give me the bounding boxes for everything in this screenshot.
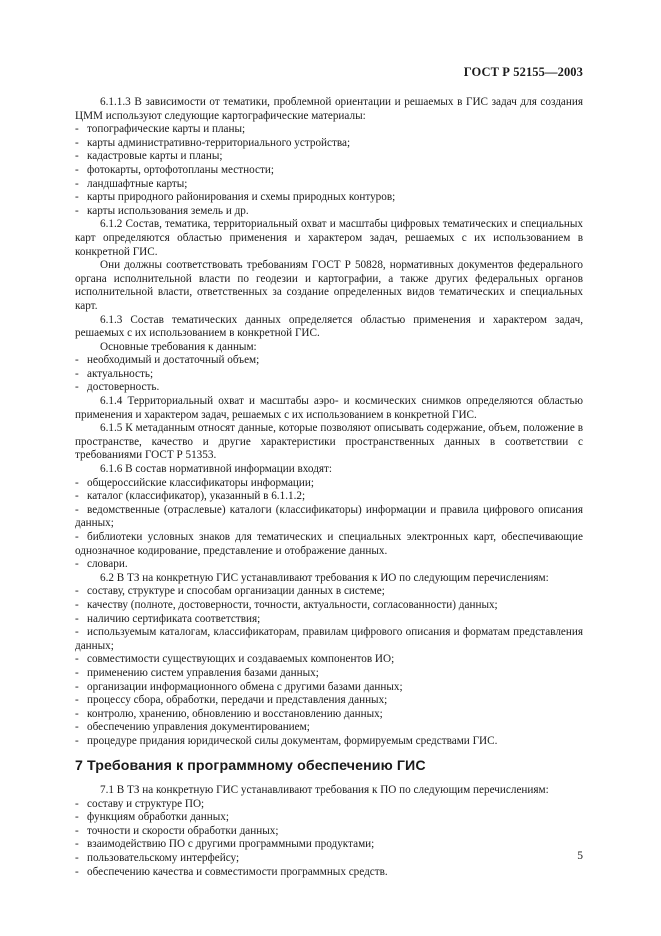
list-dash: - bbox=[75, 163, 79, 176]
list-item bbox=[75, 852, 583, 866]
list-dash: - bbox=[75, 476, 79, 489]
list-dash: - bbox=[75, 490, 79, 503]
list-item-text: фотокарты, ортофотопланы местности; bbox=[87, 163, 274, 176]
paragraph: 6.1.6 В состав нормативной информации входят: bbox=[100, 463, 333, 476]
list-item bbox=[75, 694, 583, 708]
list-item-text: каталог (классификатор), указанный в 6.1.1.2; bbox=[87, 490, 306, 503]
list-dash: - bbox=[75, 666, 79, 679]
list-item bbox=[75, 735, 583, 749]
list-item bbox=[75, 626, 583, 653]
list-item bbox=[75, 164, 583, 178]
list-item-text: точности и скорости обработки данных; bbox=[87, 824, 279, 837]
list-dash: - bbox=[75, 852, 79, 865]
list-dash: - bbox=[75, 381, 79, 394]
list-dash: - bbox=[75, 503, 79, 516]
list-dash: - bbox=[75, 136, 79, 149]
list-item-text: ландшафтные карты; bbox=[87, 177, 188, 190]
list-item bbox=[75, 866, 583, 880]
paragraph: 6.1.3 Состав тематических данных определяется областью применения и характером задач, решаемых с их использованием в конкретной ГИС. bbox=[75, 313, 583, 340]
paragraph: 6.1.1.3 В зависимости от тематики, проблемной ориентации и решаемых в ГИС задач для создания ЦММ используют следующие картографические материалы: bbox=[75, 96, 583, 122]
list-dash: - bbox=[75, 707, 79, 720]
list-dash: - bbox=[75, 191, 79, 204]
list-dash: - bbox=[75, 354, 79, 367]
list-item-text: топографические карты и планы; bbox=[87, 123, 246, 136]
list-item bbox=[75, 721, 583, 735]
list-item bbox=[75, 613, 583, 627]
list-dash: - bbox=[75, 150, 79, 163]
list-item-text: обеспечению качества и совместимости программных средств. bbox=[87, 865, 388, 878]
list-dash: - bbox=[75, 824, 79, 837]
list-item-text: процессу сбора, обработки, передачи и представления данных; bbox=[87, 694, 388, 707]
list-item bbox=[75, 205, 583, 219]
list-item-text: функциям обработки данных; bbox=[87, 811, 229, 824]
list-dash: - bbox=[75, 177, 79, 190]
list-item-text: карты административно-территориального устройства; bbox=[87, 136, 351, 149]
list-item-text: общероссийские классификаторы информации; bbox=[87, 476, 314, 489]
list-item bbox=[75, 825, 583, 839]
paragraph: 6.1.2 Состав, тематика, территориальный охват и масштабы цифровых тематических и специальных карт определяются областью применения и характером задач, решаемых с их использованием в конкретной ГИС. bbox=[75, 218, 583, 258]
list-item bbox=[75, 504, 583, 531]
list-dash: - bbox=[75, 612, 79, 625]
list-item bbox=[75, 150, 583, 164]
paragraph: Они должны соответствовать требованиям ГОСТ Р 50828, нормативных документов федерального органа исполнительной власти по геодезии и картографии, а также других федеральных органов исполнительной власти, ответственных за создание определенных видов тематических и специальных карт. bbox=[75, 259, 583, 312]
list-dash: - bbox=[75, 680, 79, 693]
list-item bbox=[75, 558, 583, 572]
list-dash: - bbox=[75, 367, 79, 380]
list-item-text: организации информационного обмена с другими базами данных; bbox=[87, 680, 403, 693]
list-item-text: процедуре придания юридической силы документам, формируемым средствами ГИС. bbox=[87, 734, 498, 747]
list-item-text: кадастровые карты и планы; bbox=[87, 150, 223, 163]
list-dash: - bbox=[75, 865, 79, 878]
document-body bbox=[75, 96, 583, 879]
list-dash: - bbox=[75, 204, 79, 217]
list-item bbox=[75, 137, 583, 151]
list-item-text: качеству (полноте, достоверности, точности, актуальности, согласованности) данных; bbox=[87, 598, 498, 611]
list-item-text: применению систем управления базами данных; bbox=[87, 666, 319, 679]
list-dash: - bbox=[75, 123, 79, 136]
list-item bbox=[75, 490, 583, 504]
list-dash: - bbox=[75, 626, 79, 639]
list-item bbox=[75, 681, 583, 695]
list-item bbox=[75, 531, 583, 558]
list-item-text: пользовательскому интерфейсу; bbox=[87, 852, 240, 865]
list-dash: - bbox=[75, 694, 79, 707]
list-dash: - bbox=[75, 838, 79, 851]
paragraph: 6.2 В ТЗ на конкретную ГИС устанавливают требования к ИО по следующим перечислениям: bbox=[100, 571, 549, 584]
list-dash: - bbox=[75, 811, 79, 824]
list-item-text: достоверность. bbox=[87, 381, 160, 394]
list-item-text: карты использования земель и др. bbox=[87, 204, 249, 217]
list-item-text: используемым каталогам, классификаторам, правилам цифрового описания и форматам представления данных; bbox=[75, 626, 583, 652]
list-item-text: составу и структуре ПО; bbox=[87, 797, 205, 810]
list-item-text: актуальность; bbox=[87, 367, 154, 380]
list-item bbox=[75, 191, 583, 205]
list-item-text: словари. bbox=[87, 558, 128, 571]
list-item bbox=[75, 477, 583, 491]
list-item-text: необходимый и достаточный объем; bbox=[87, 354, 260, 367]
list-item-text: библиотеки условных знаков для тематических и специальных электронных карт, обеспечивающие однозначное кодирование, представление и отображение данных. bbox=[75, 531, 583, 557]
list-item-text: взаимодействию ПО с другими программными продуктами; bbox=[87, 838, 375, 851]
list-item bbox=[75, 123, 583, 137]
paragraph: Основные требования к данным: bbox=[100, 340, 257, 353]
list-item bbox=[75, 178, 583, 192]
list-item-text: карты природного районирования и схемы природных контуров; bbox=[87, 191, 396, 204]
list-dash: - bbox=[75, 797, 79, 810]
list-item bbox=[75, 368, 583, 382]
list-item-text: контролю, хранению, обновлению и восстановлению данных; bbox=[87, 707, 383, 720]
paragraph: 6.1.5 К метаданным относят данные, которые позволяют описывать содержание, объем, положение в пространстве, качество и другие характеристики пространственных данных в соответствии с требованиями ГОСТ Р 51353. bbox=[75, 422, 583, 462]
list-item bbox=[75, 708, 583, 722]
list-item bbox=[75, 381, 583, 395]
list-item bbox=[75, 585, 583, 599]
paragraph: 7.1 В ТЗ на конкретную ГИС устанавливают требования к ПО по следующим перечислениям: bbox=[100, 784, 549, 797]
list-item-text: наличию сертификата соответствия; bbox=[87, 612, 261, 625]
list-item bbox=[75, 811, 583, 825]
list-dash: - bbox=[75, 653, 79, 666]
list-dash: - bbox=[75, 558, 79, 571]
list-item bbox=[75, 667, 583, 681]
list-item-text: ведомственные (отраслевые) каталоги (классификаторы) информации и правила цифрового описания данных; bbox=[75, 503, 583, 530]
list-dash: - bbox=[75, 734, 79, 747]
list-dash: - bbox=[75, 585, 79, 598]
page-number: 5 bbox=[577, 850, 583, 862]
list-item bbox=[75, 798, 583, 812]
list-dash: - bbox=[75, 721, 79, 734]
section-heading: 7 Требования к программному обеспечению ГИС bbox=[75, 757, 426, 774]
document-code-header: ГОСТ Р 52155—2003 bbox=[463, 65, 583, 79]
list-dash: - bbox=[75, 531, 79, 543]
list-item-text: обеспечению управления документированием; bbox=[87, 721, 310, 734]
list-dash: - bbox=[75, 598, 79, 611]
paragraph: 6.1.4 Территориальный охват и масштабы аэро- и космических снимков определяются областью применения и характером задач, решаемых с их использованием в конкретной ГИС. bbox=[75, 395, 583, 421]
list-item-text: составу, структуре и способам организации данных в системе; bbox=[87, 585, 385, 598]
list-item bbox=[75, 653, 583, 667]
list-item bbox=[75, 838, 583, 852]
list-item bbox=[75, 354, 583, 368]
list-item bbox=[75, 599, 583, 613]
list-item-text: совместимости существующих и создаваемых компонентов ИО; bbox=[87, 653, 395, 666]
